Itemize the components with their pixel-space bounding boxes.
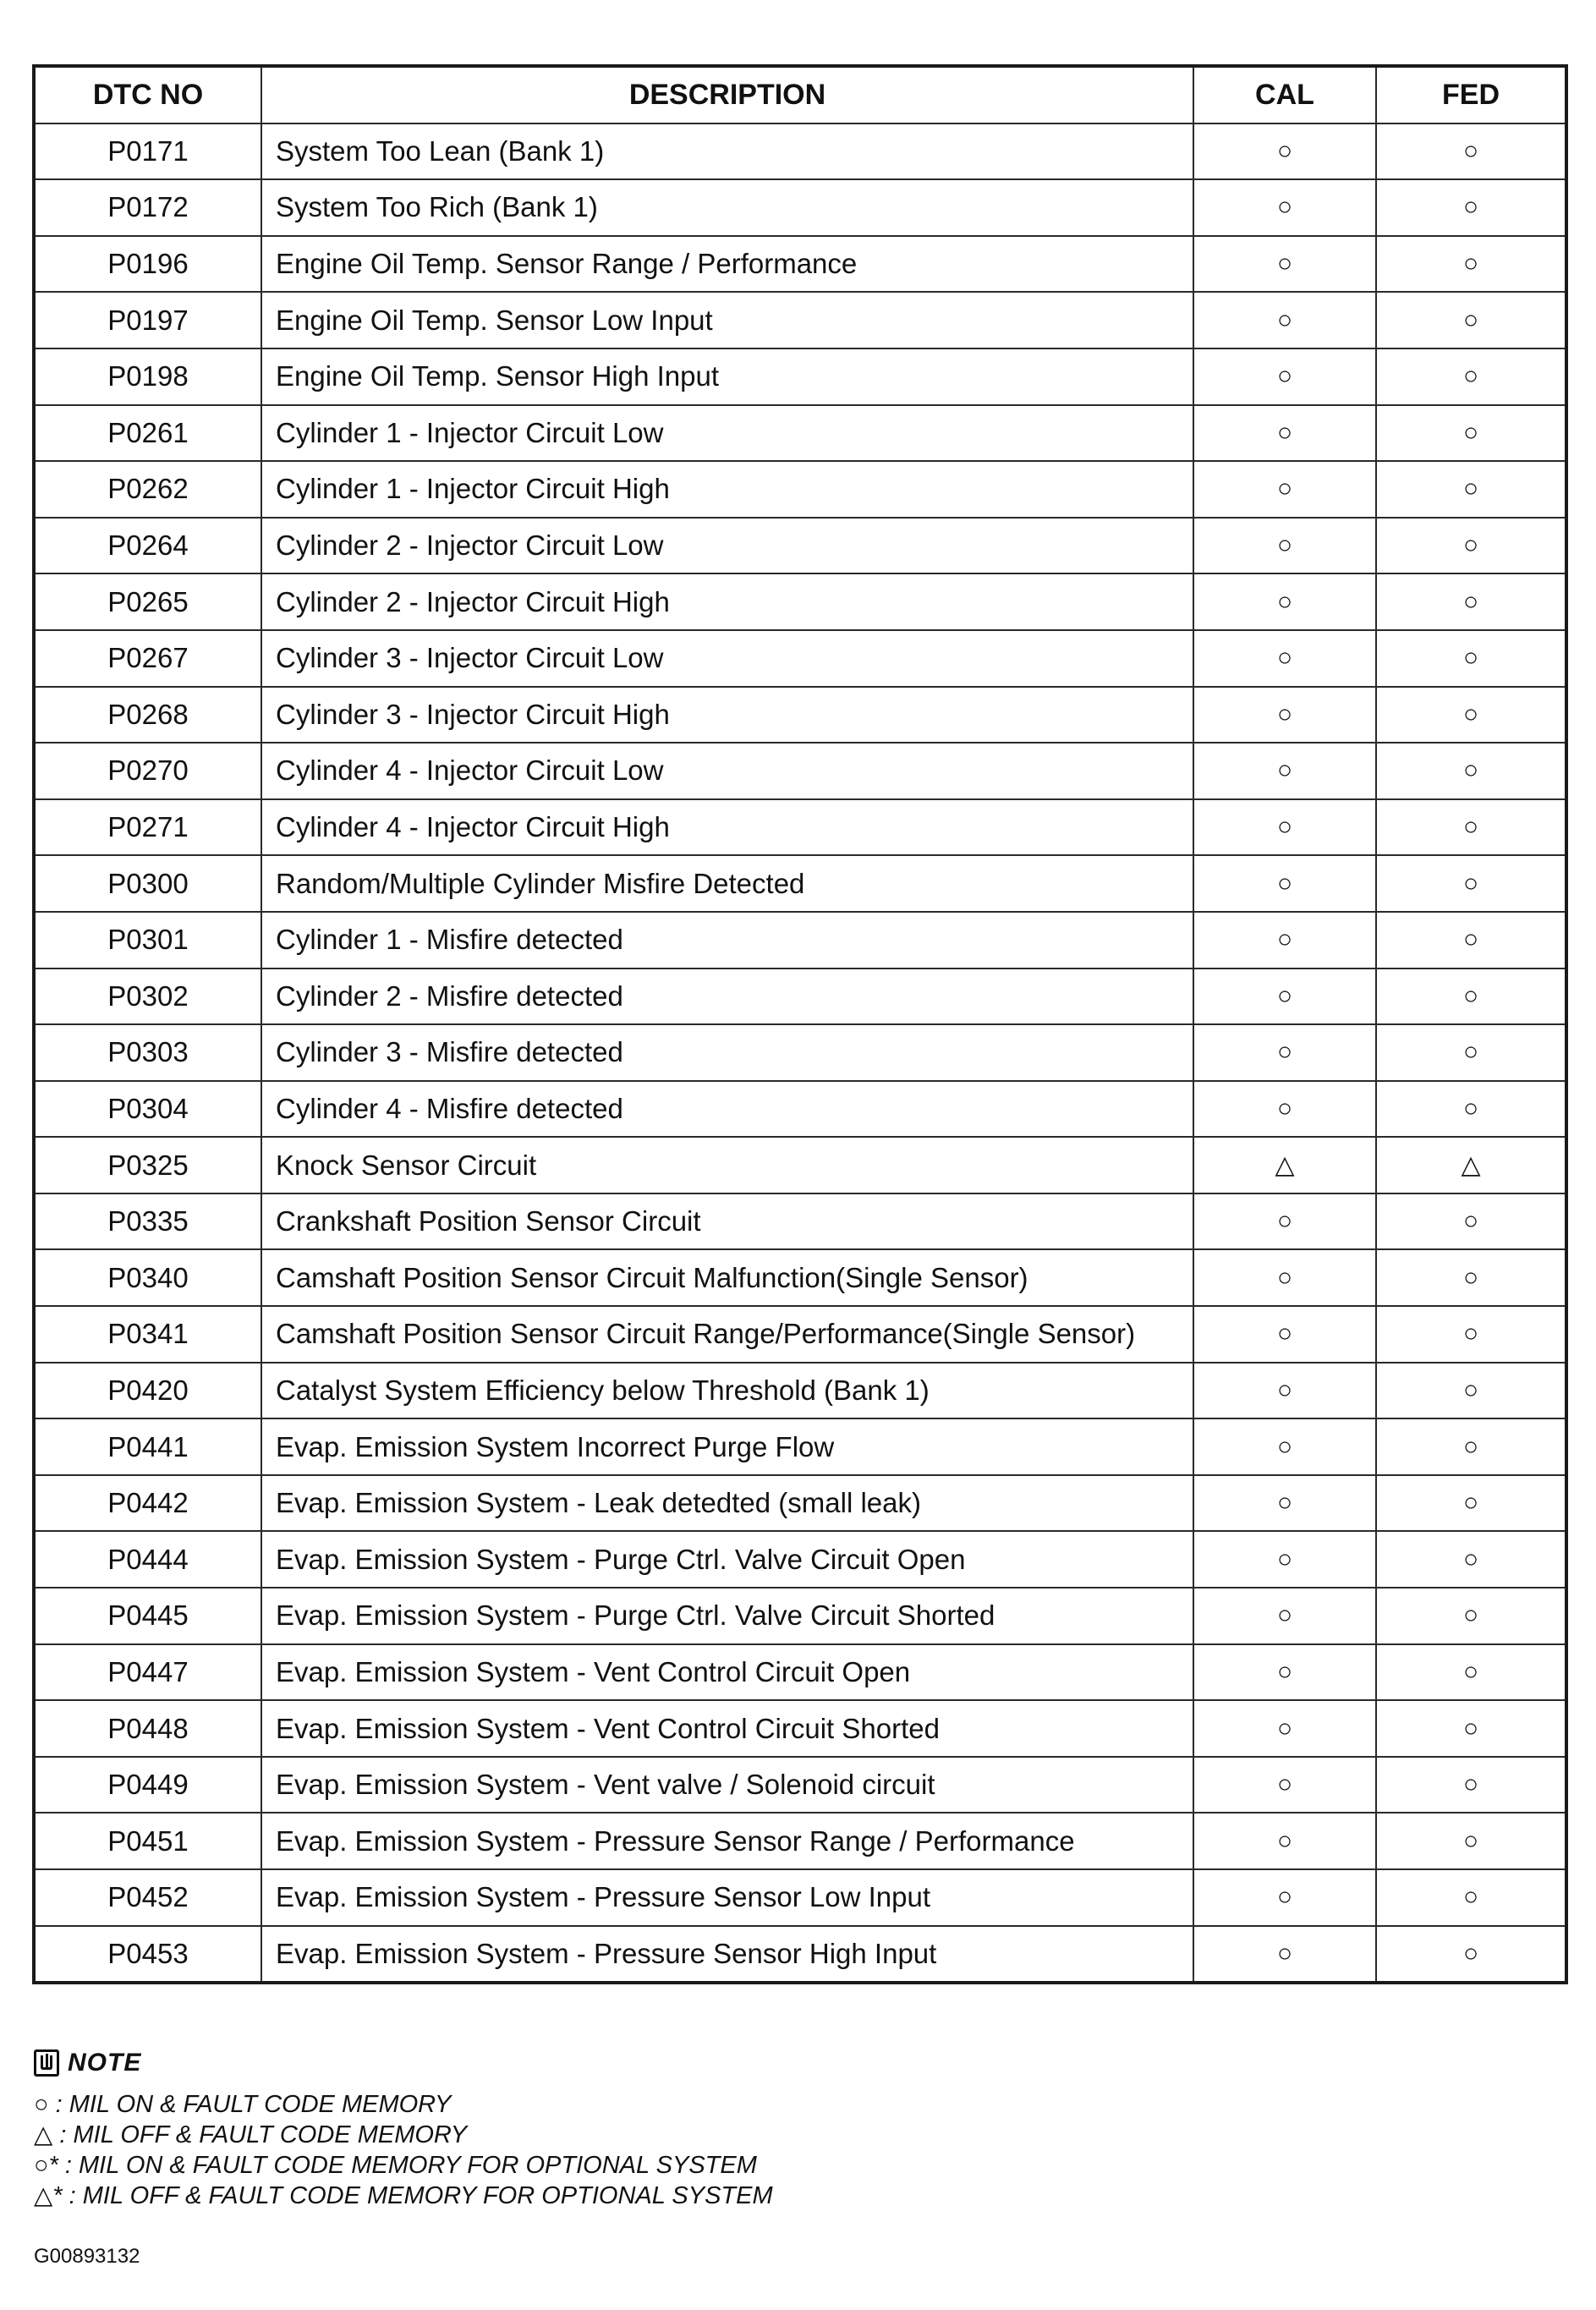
figure-id: G00893132 bbox=[34, 2245, 140, 2268]
dtc-code-cell: P0452 bbox=[34, 1869, 261, 1926]
table-row bbox=[34, 799, 1566, 856]
fed-indicator-cell: ○ bbox=[1376, 1418, 1566, 1475]
fed-indicator-cell: ○ bbox=[1376, 1869, 1566, 1926]
cal-indicator-cell: ○ bbox=[1193, 1306, 1376, 1363]
table-row bbox=[34, 236, 1566, 293]
fed-indicator-cell: ○ bbox=[1376, 1193, 1566, 1250]
fed-indicator-cell: ○ bbox=[1376, 573, 1566, 630]
dtc-code-cell: P0268 bbox=[34, 687, 261, 743]
cal-indicator-cell: ○ bbox=[1193, 630, 1376, 687]
dtc-code-cell: P0341 bbox=[34, 1306, 261, 1363]
cal-indicator-cell: ○ bbox=[1193, 1869, 1376, 1926]
description-cell: Cylinder 1 - Injector Circuit Low bbox=[261, 405, 1193, 462]
table-row bbox=[34, 1926, 1566, 1984]
dtc-code-cell: P0303 bbox=[34, 1024, 261, 1081]
description-cell: Cylinder 3 - Misfire detected bbox=[261, 1024, 1193, 1081]
dtc-code-cell: P0448 bbox=[34, 1700, 261, 1757]
cal-indicator-cell: ○ bbox=[1193, 348, 1376, 405]
dtc-code-cell: P0302 bbox=[34, 968, 261, 1025]
table-row bbox=[34, 1306, 1566, 1363]
fed-indicator-cell: ○ bbox=[1376, 1081, 1566, 1138]
legend-line: △ : MIL OFF & FAULT CODE MEMORY bbox=[34, 2121, 468, 2148]
fed-indicator-cell: ○ bbox=[1376, 743, 1566, 799]
table-row bbox=[34, 1757, 1566, 1813]
description-cell: System Too Rich (Bank 1) bbox=[261, 179, 1193, 236]
description-cell: Evap. Emission System - Purge Ctrl. Valve Circuit Open bbox=[261, 1531, 1193, 1588]
fed-indicator-cell: ○ bbox=[1376, 1700, 1566, 1757]
dtc-code-cell: P0171 bbox=[34, 123, 261, 180]
dtc-code-cell: P0172 bbox=[34, 179, 261, 236]
cal-indicator-cell: ○ bbox=[1193, 1475, 1376, 1532]
cal-indicator-cell: ○ bbox=[1193, 1588, 1376, 1644]
fed-indicator-cell: ○ bbox=[1376, 630, 1566, 687]
table-row bbox=[34, 1024, 1566, 1081]
description-cell: Evap. Emission System - Vent valve / Solenoid circuit bbox=[261, 1757, 1193, 1813]
header-fed: FED bbox=[1376, 66, 1566, 123]
table-row bbox=[34, 1418, 1566, 1475]
note-title: NOTE bbox=[68, 2049, 142, 2077]
fed-indicator-cell: ○ bbox=[1376, 855, 1566, 912]
description-cell: Evap. Emission System - Pressure Sensor High Input bbox=[261, 1926, 1193, 1984]
cal-indicator-cell: ○ bbox=[1193, 1813, 1376, 1869]
dtc-code-cell: P0262 bbox=[34, 461, 261, 518]
cal-indicator-cell: ○ bbox=[1193, 687, 1376, 743]
dtc-code-cell: P0441 bbox=[34, 1418, 261, 1475]
cal-indicator-cell: ○ bbox=[1193, 743, 1376, 799]
description-cell: Evap. Emission System Incorrect Purge Flow bbox=[261, 1418, 1193, 1475]
description-cell: Cylinder 4 - Misfire detected bbox=[261, 1081, 1193, 1138]
table-row bbox=[34, 968, 1566, 1025]
description-cell: Evap. Emission System - Leak detedted (small leak) bbox=[261, 1475, 1193, 1532]
dtc-code-cell: P0304 bbox=[34, 1081, 261, 1138]
table-row bbox=[34, 405, 1566, 462]
cal-indicator-cell: ○ bbox=[1193, 1193, 1376, 1250]
table-row bbox=[34, 123, 1566, 180]
cal-indicator-cell: ○ bbox=[1193, 1700, 1376, 1757]
dtc-code-cell: P0197 bbox=[34, 292, 261, 348]
legend-list bbox=[34, 2089, 773, 2211]
description-cell: Engine Oil Temp. Sensor Range / Performance bbox=[261, 236, 1193, 293]
fed-indicator-cell: ○ bbox=[1376, 348, 1566, 405]
description-cell: Evap. Emission System - Pressure Sensor Range / Performance bbox=[261, 1813, 1193, 1869]
fed-indicator-cell: ○ bbox=[1376, 179, 1566, 236]
table-row bbox=[34, 1193, 1566, 1250]
fed-indicator-cell: ○ bbox=[1376, 1588, 1566, 1644]
cal-indicator-cell: ○ bbox=[1193, 236, 1376, 293]
table-row bbox=[34, 1588, 1566, 1644]
dtc-code-cell: P0325 bbox=[34, 1137, 261, 1193]
fed-indicator-cell: ○ bbox=[1376, 405, 1566, 462]
legend-line: ○ : MIL ON & FAULT CODE MEMORY bbox=[34, 2091, 452, 2118]
description-cell: Camshaft Position Sensor Circuit Malfunction(Single Sensor) bbox=[261, 1249, 1193, 1306]
cal-indicator-cell: ○ bbox=[1193, 405, 1376, 462]
table-row bbox=[34, 1644, 1566, 1701]
dtc-code-cell: P0453 bbox=[34, 1926, 261, 1984]
dtc-code-cell: P0451 bbox=[34, 1813, 261, 1869]
cal-indicator-cell: ○ bbox=[1193, 1531, 1376, 1588]
dtc-code-cell: P0301 bbox=[34, 912, 261, 968]
dtc-code-cell: P0261 bbox=[34, 405, 261, 462]
dtc-code-cell: P0270 bbox=[34, 743, 261, 799]
table-row bbox=[34, 743, 1566, 799]
cal-indicator-cell: ○ bbox=[1193, 461, 1376, 518]
table-row bbox=[34, 348, 1566, 405]
description-cell: Engine Oil Temp. Sensor High Input bbox=[261, 348, 1193, 405]
description-cell: Evap. Emission System - Vent Control Circuit Shorted bbox=[261, 1700, 1193, 1757]
fed-indicator-cell: ○ bbox=[1376, 687, 1566, 743]
cal-indicator-cell: ○ bbox=[1193, 292, 1376, 348]
cal-indicator-cell: ○ bbox=[1193, 179, 1376, 236]
fed-indicator-cell: ○ bbox=[1376, 292, 1566, 348]
fed-indicator-cell: ○ bbox=[1376, 968, 1566, 1025]
table-row bbox=[34, 292, 1566, 348]
fed-indicator-cell: ○ bbox=[1376, 1363, 1566, 1419]
fed-indicator-cell: ○ bbox=[1376, 518, 1566, 574]
fed-indicator-cell: ○ bbox=[1376, 461, 1566, 518]
dtc-code-cell: P0300 bbox=[34, 855, 261, 912]
description-cell: Cylinder 1 - Injector Circuit High bbox=[261, 461, 1193, 518]
description-cell: System Too Lean (Bank 1) bbox=[261, 123, 1193, 180]
dtc-code-cell: P0271 bbox=[34, 799, 261, 856]
dtc-code-cell: P0449 bbox=[34, 1757, 261, 1813]
table-row bbox=[34, 630, 1566, 687]
fed-indicator-cell: ○ bbox=[1376, 1813, 1566, 1869]
fed-indicator-cell: ○ bbox=[1376, 1024, 1566, 1081]
cal-indicator-cell: ○ bbox=[1193, 1418, 1376, 1475]
description-cell: Cylinder 3 - Injector Circuit High bbox=[261, 687, 1193, 743]
fed-indicator-cell: ○ bbox=[1376, 1644, 1566, 1701]
cal-indicator-cell: ○ bbox=[1193, 1757, 1376, 1813]
table-row bbox=[34, 1531, 1566, 1588]
fed-indicator-cell: ○ bbox=[1376, 912, 1566, 968]
fed-indicator-cell: ○ bbox=[1376, 1475, 1566, 1532]
description-cell: Catalyst System Efficiency below Threshold (Bank 1) bbox=[261, 1363, 1193, 1419]
cal-indicator-cell: ○ bbox=[1193, 1081, 1376, 1138]
table-body bbox=[34, 123, 1566, 1984]
dtc-code-cell: P0267 bbox=[34, 630, 261, 687]
note-block bbox=[34, 2049, 773, 2211]
manual-book-icon bbox=[34, 2049, 59, 2077]
dtc-code-cell: P0444 bbox=[34, 1531, 261, 1588]
cal-indicator-cell: ○ bbox=[1193, 1926, 1376, 1984]
table-row bbox=[34, 855, 1566, 912]
description-cell: Cylinder 4 - Injector Circuit High bbox=[261, 799, 1193, 856]
dtc-code-cell: P0442 bbox=[34, 1475, 261, 1532]
cal-indicator-cell: ○ bbox=[1193, 968, 1376, 1025]
table-row bbox=[34, 912, 1566, 968]
dtc-code-cell: P0420 bbox=[34, 1363, 261, 1419]
description-cell: Cylinder 2 - Injector Circuit High bbox=[261, 573, 1193, 630]
legend-line: ○* : MIL ON & FAULT CODE MEMORY FOR OPTIONAL SYSTEM bbox=[34, 2152, 757, 2179]
cal-indicator-cell: ○ bbox=[1193, 799, 1376, 856]
header-cal: CAL bbox=[1193, 66, 1376, 123]
fed-indicator-cell: ○ bbox=[1376, 1249, 1566, 1306]
fed-indicator-cell: ○ bbox=[1376, 799, 1566, 856]
description-cell: Evap. Emission System - Vent Control Circuit Open bbox=[261, 1644, 1193, 1701]
description-cell: Cylinder 2 - Injector Circuit Low bbox=[261, 518, 1193, 574]
table-row bbox=[34, 573, 1566, 630]
description-cell: Evap. Emission System - Pressure Sensor Low Input bbox=[261, 1869, 1193, 1926]
cal-indicator-cell: ○ bbox=[1193, 855, 1376, 912]
table-row bbox=[34, 1475, 1566, 1532]
description-cell: Cylinder 1 - Misfire detected bbox=[261, 912, 1193, 968]
description-cell: Crankshaft Position Sensor Circuit bbox=[261, 1193, 1193, 1250]
table-row bbox=[34, 179, 1566, 236]
table-row bbox=[34, 1249, 1566, 1306]
table-row bbox=[34, 1813, 1566, 1869]
table-row bbox=[34, 518, 1566, 574]
dtc-code-cell: P0447 bbox=[34, 1644, 261, 1701]
fed-indicator-cell: ○ bbox=[1376, 236, 1566, 293]
table-row bbox=[34, 1363, 1566, 1419]
cal-indicator-cell: ○ bbox=[1193, 1644, 1376, 1701]
cal-indicator-cell: ○ bbox=[1193, 573, 1376, 630]
description-cell: Cylinder 4 - Injector Circuit Low bbox=[261, 743, 1193, 799]
cal-indicator-cell: △ bbox=[1193, 1137, 1376, 1193]
fed-indicator-cell: ○ bbox=[1376, 1757, 1566, 1813]
dtc-code-cell: P0340 bbox=[34, 1249, 261, 1306]
fed-indicator-cell: ○ bbox=[1376, 1306, 1566, 1363]
table-row bbox=[34, 1137, 1566, 1193]
description-cell: Evap. Emission System - Purge Ctrl. Valve Circuit Shorted bbox=[261, 1588, 1193, 1644]
table-row bbox=[34, 687, 1566, 743]
cal-indicator-cell: ○ bbox=[1193, 123, 1376, 180]
dtc-code-cell: P0198 bbox=[34, 348, 261, 405]
dtc-code-cell: P0196 bbox=[34, 236, 261, 293]
header-description: DESCRIPTION bbox=[261, 66, 1193, 123]
table-row bbox=[34, 1869, 1566, 1926]
fed-indicator-cell: ○ bbox=[1376, 1531, 1566, 1588]
cal-indicator-cell: ○ bbox=[1193, 1363, 1376, 1419]
cal-indicator-cell: ○ bbox=[1193, 518, 1376, 574]
description-cell: Random/Multiple Cylinder Misfire Detected bbox=[261, 855, 1193, 912]
cal-indicator-cell: ○ bbox=[1193, 912, 1376, 968]
description-cell: Knock Sensor Circuit bbox=[261, 1137, 1193, 1193]
table-row bbox=[34, 461, 1566, 518]
description-cell: Cylinder 3 - Injector Circuit Low bbox=[261, 630, 1193, 687]
dtc-code-cell: P0445 bbox=[34, 1588, 261, 1644]
table-row bbox=[34, 1081, 1566, 1138]
description-cell: Cylinder 2 - Misfire detected bbox=[261, 968, 1193, 1025]
cal-indicator-cell: ○ bbox=[1193, 1024, 1376, 1081]
fed-indicator-cell: ○ bbox=[1376, 123, 1566, 180]
fed-indicator-cell: ○ bbox=[1376, 1926, 1566, 1984]
table-header-row bbox=[34, 66, 1566, 123]
dtc-code-cell: P0264 bbox=[34, 518, 261, 574]
table-row bbox=[34, 1700, 1566, 1757]
description-cell: Engine Oil Temp. Sensor Low Input bbox=[261, 292, 1193, 348]
description-cell: Camshaft Position Sensor Circuit Range/Performance(Single Sensor) bbox=[261, 1306, 1193, 1363]
dtc-table bbox=[32, 64, 1568, 1984]
dtc-code-cell: P0265 bbox=[34, 573, 261, 630]
fed-indicator-cell: △ bbox=[1376, 1137, 1566, 1193]
cal-indicator-cell: ○ bbox=[1193, 1249, 1376, 1306]
dtc-code-cell: P0335 bbox=[34, 1193, 261, 1250]
legend-line: △* : MIL OFF & FAULT CODE MEMORY FOR OPTIONAL SYSTEM bbox=[34, 2182, 773, 2209]
note-header bbox=[34, 2049, 773, 2077]
header-dtc-no: DTC NO bbox=[34, 66, 261, 123]
